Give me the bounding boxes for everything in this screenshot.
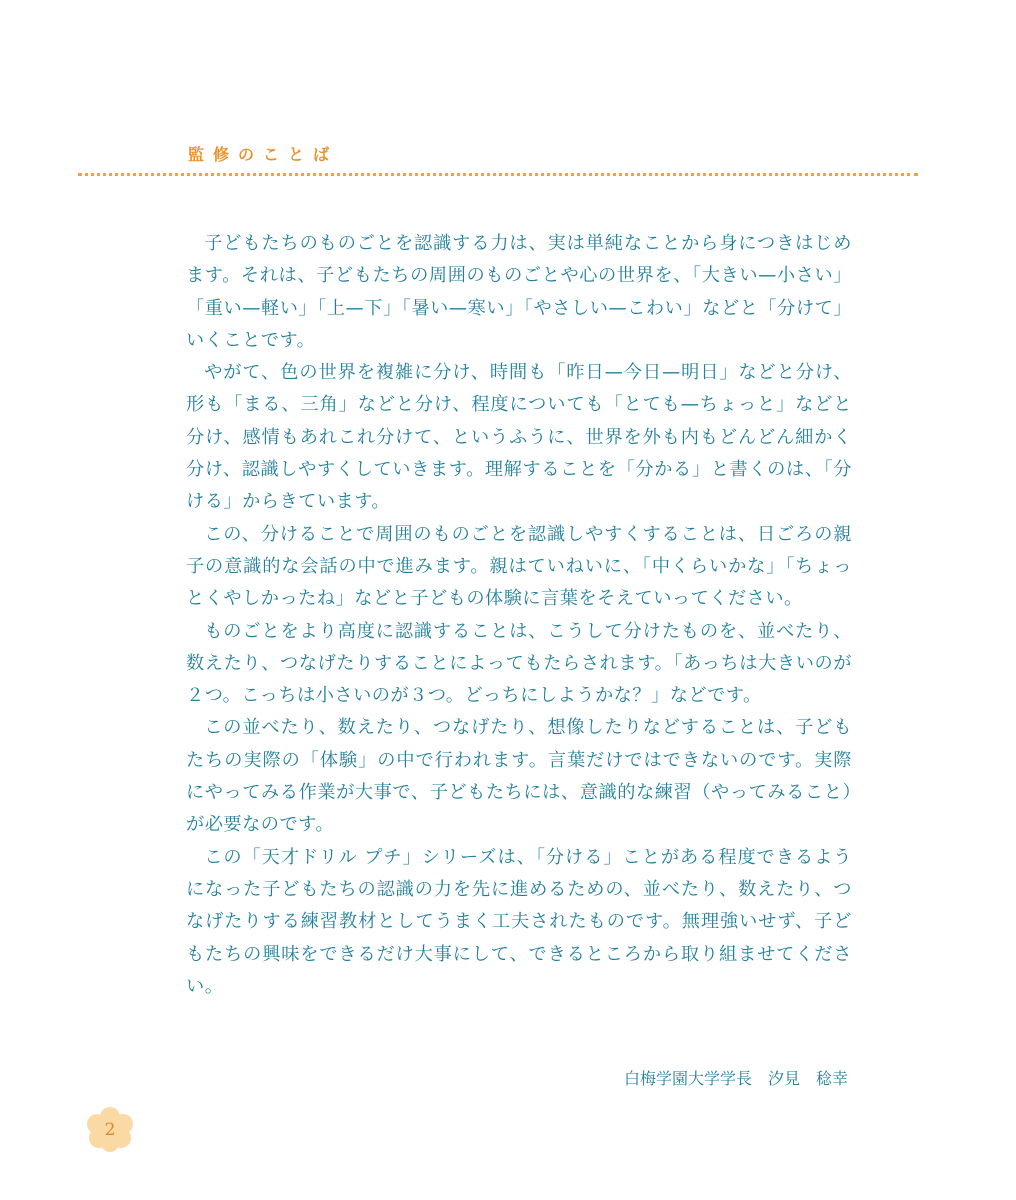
paragraph: やがて、色の世界を複雑に分け、時間も「昨日—今日—明日」などと分け、形も「まる、三角」などと分け、程度についても「とても—ちょっと」などと分け、感情もあれこれ分けて、というふうに、世界を外も内もどんどん細かく分け、認識しやすくしていきます。理解することを「分かる」と書くのは、「分ける」からきています。: [186, 362, 852, 513]
paragraph: この、分けることで周囲のものごとを認識しやすくすることは、日ごろの親子の意識的な会話の中で進みます。親はていねいに、「中くらいかな」「ちょっとくやしかったね」などと子どもの体験に言葉をそえていってください。: [186, 523, 852, 610]
paragraph: この「天才ドリル プチ」シリーズは、「分ける」ことがある程度できるようになった子どもたちの認識の力を先に進めるための、並べたり、数えたり、つなげたりする練習教材としてうまく工夫されたものです。無理強いせず、子どもたちの興味をできるだけ大事にして、できるところから取り組ませてください。: [186, 846, 852, 997]
section-heading: 監修のことば: [188, 145, 339, 164]
paragraph: 子どもたちのものごとを認識する力は、実は単純なことから身につきはじめます。それは、子どもたちの周囲のものごとや心の世界を、「大きい—小さい」「重い—軽い」「上—下」「暑い—寒い」「やさしい—こわい」などと「分けて」いくことです。: [186, 233, 852, 351]
dotted-divider: [78, 173, 918, 176]
paragraph: ものごとをより高度に認識することは、こうして分けたものを、並べたり、数えたり、つなげたりすることによってもたらされます。「あっちは大きいのが２つ。こっちは小さいのが３つ。どっちにしようかな？」などです。: [186, 620, 852, 707]
page-number: 2: [104, 1120, 116, 1140]
body-text: [186, 228, 852, 1003]
page-number-badge: [83, 1106, 137, 1154]
paragraph: この並べたり、数えたり、つなげたり、想像したりなどすることは、子どもたちの実際の「体験」の中で行われます。言葉だけではできないのです。実際にやってみる作業が大事で、子どもたちには、意識的な練習（やってみること）が必要なのです。: [186, 717, 852, 836]
author-signature: 白梅学園大学学長 汐見 稔幸: [623, 1069, 848, 1088]
